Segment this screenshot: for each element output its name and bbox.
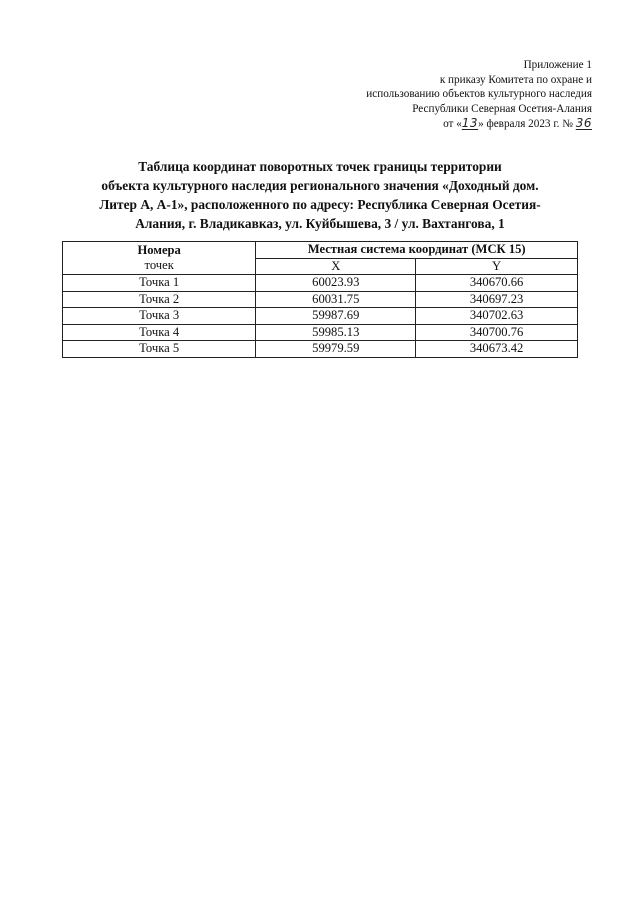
title-line-2: объекта культурного наследия регионального значения «Доходный дом. — [101, 178, 539, 193]
table-header-row — [63, 242, 578, 259]
document-title — [62, 157, 578, 233]
y-value: 340700.76 — [416, 324, 578, 341]
y-value: 340702.63 — [416, 308, 578, 325]
y-column-header: Y — [416, 258, 578, 275]
appendix-committee: использованию объектов культурного наследия — [366, 88, 592, 101]
point-name: Точка 2 — [63, 291, 256, 308]
table-row — [63, 308, 578, 325]
appendix-republic: Республики Северная Осетия-Алания — [412, 102, 592, 115]
title-line-3: Литер А, А-1», расположенного по адресу: Республика Северная Осетия- — [99, 197, 541, 212]
handwritten-number: 36 — [575, 116, 592, 131]
date-middle: » февраля 2023 г. № — [478, 118, 573, 131]
point-name: Точка 1 — [63, 275, 256, 292]
point-name: Точка 4 — [63, 324, 256, 341]
points-header-line-2: точек — [144, 258, 174, 272]
table-row — [63, 275, 578, 292]
coordinates-table — [62, 241, 578, 358]
point-name: Точка 3 — [63, 308, 256, 325]
table-row — [63, 291, 578, 308]
point-name: Точка 5 — [63, 341, 256, 358]
handwritten-day: 13 — [461, 116, 479, 131]
y-value: 340670.66 — [416, 275, 578, 292]
coordinate-system-header: Местная система координат (МСК 15) — [256, 242, 578, 259]
x-value: 59985.13 — [256, 324, 416, 341]
title-line-4: Алания, г. Владикавказ, ул. Куйбышева, 3 / ул. Вахтангова, 1 — [135, 216, 505, 231]
table-row — [63, 341, 578, 358]
appendix-date-line — [292, 116, 592, 132]
appendix-header — [292, 58, 592, 132]
appendix-title: Приложение 1 — [523, 59, 592, 71]
appendix-order-ref: к приказу Комитета по охране и — [439, 73, 592, 86]
x-value: 60031.75 — [256, 291, 416, 308]
x-column-header: X — [256, 258, 416, 275]
date-prefix: от « — [443, 118, 462, 131]
x-value: 59987.69 — [256, 308, 416, 325]
title-line-1: Таблица координат поворотных точек границы территории — [138, 159, 502, 174]
y-value: 340697.23 — [416, 291, 578, 308]
points-column-header — [63, 242, 256, 275]
table-row — [63, 324, 578, 341]
x-value: 59979.59 — [256, 341, 416, 358]
y-value: 340673.42 — [416, 341, 578, 358]
points-header-line-1: Номера — [137, 242, 181, 257]
x-value: 60023.93 — [256, 275, 416, 292]
